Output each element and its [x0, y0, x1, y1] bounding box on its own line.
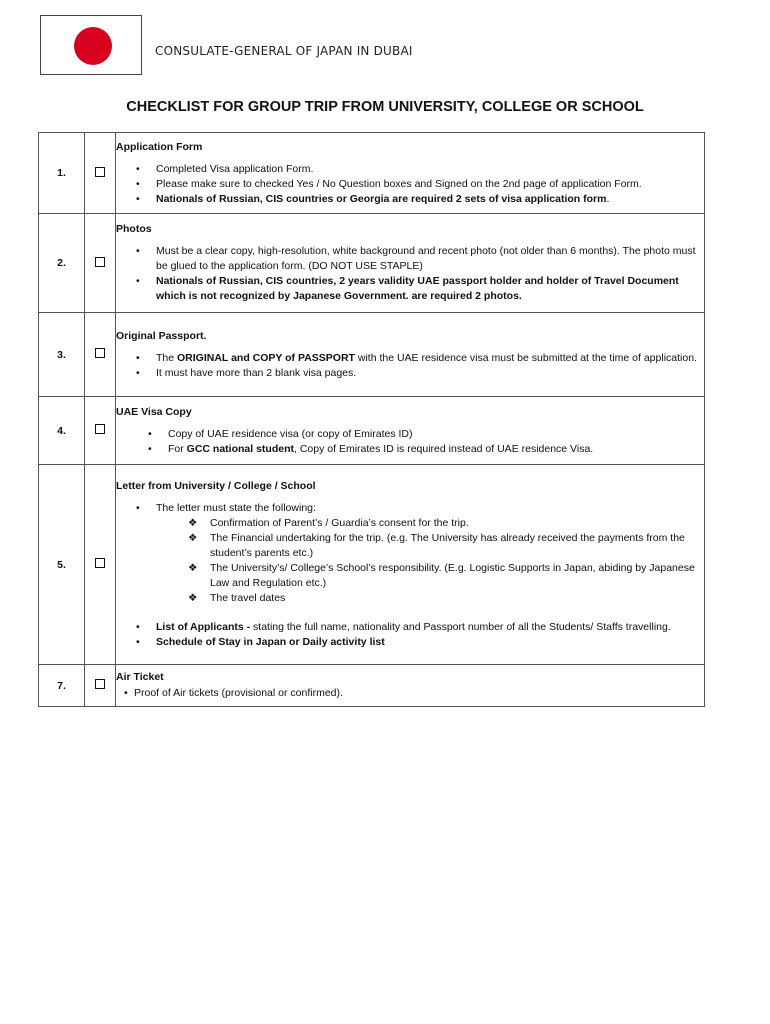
checkbox[interactable] [95, 558, 105, 568]
item-list [116, 244, 704, 304]
list-item: • For GCC national student, Copy of Emirates ID is required instead of UAE residence Visa. [148, 442, 594, 455]
list-item: • It must have more than 2 blank visa pages. [136, 366, 357, 379]
list-item: • List of Applicants - stating the full name, nationality and Passport number of all the Students/ Staffs travelling. [136, 621, 671, 633]
item-list [116, 162, 704, 207]
checkbox[interactable] [95, 424, 105, 434]
checkbox[interactable] [95, 257, 105, 267]
rising-sun-disc [74, 27, 112, 65]
checkbox[interactable] [95, 679, 105, 689]
row-number: 3. [39, 313, 85, 397]
list-item: • Please make sure to checked Yes / No Question boxes and Signed on the 2nd page of application Form. [136, 177, 642, 190]
section-heading: Application Form [116, 140, 203, 153]
sub-list-item: ❖ The University’s/ College’s School’s responsibility. (E.g. Logistic Supports in Japan, abiding by Japanese Law and Regulation etc.) [188, 562, 695, 589]
item-list [116, 620, 704, 650]
checklist-row-uae-visa [39, 397, 705, 465]
sub-list-item: ❖ Confirmation of Parent’s / Guardia’s consent for the trip. [188, 517, 469, 529]
item-list [116, 351, 704, 381]
japan-flag-logo [40, 15, 142, 75]
checkbox[interactable] [95, 348, 105, 358]
checklist-row-air-ticket [39, 665, 705, 707]
consulate-header: CONSULATE-GENERAL OF JAPAN IN DUBAI [155, 44, 413, 58]
row-number: 5. [39, 465, 85, 665]
row-number: 1. [39, 133, 85, 214]
row-number: 2. [39, 214, 85, 313]
item-list [116, 427, 704, 457]
checklist-row-application-form [39, 133, 705, 214]
list-item: • Proof of Air tickets (provisional or confirmed). [124, 687, 343, 699]
list-item: • Nationals of Russian, CIS countries, 2 years validity UAE passport holder and holder of Travel Document which is not recognized by Japanese Government. are required 2 photos. [136, 275, 679, 302]
sub-list-item: ❖ The travel dates [188, 592, 286, 604]
page-title: CHECKLIST FOR GROUP TRIP FROM UNIVERSITY, COLLEGE OR SCHOOL [126, 99, 644, 115]
checklist-row-passport [39, 313, 705, 397]
section-heading: Photos [116, 223, 152, 235]
item-list [116, 501, 704, 606]
row-number: 7. [39, 665, 85, 707]
list-item: • Completed Visa application Form. [136, 162, 314, 175]
row-number: 4. [39, 397, 85, 465]
checklist-row-letter [39, 465, 705, 665]
section-heading: Letter from University / College / School [116, 480, 316, 492]
sub-list-item: ❖ The Financial undertaking for the trip. (e.g. The University has already received the payments from the student’s parents etc.) [188, 532, 685, 559]
list-item: • The letter must state the following: ❖ Confirmation of Parent’s / Guardia’s consent for the trip. ❖ The Financial undertaking for the trip. (e.g. The University has already received the payments from the student’s parents etc.) ❖ The University’s/ College’s School’s responsibility. (E.g. Logistic Supports in Japan, abiding by Japanese Law and Regulation etc.) ❖ The travel dates [144, 501, 704, 606]
checklist-row-photos [39, 214, 705, 313]
checkbox[interactable] [95, 167, 105, 177]
list-item: • Copy of UAE residence visa (or copy of Emirates ID) [148, 427, 413, 440]
list-item: • The ORIGINAL and COPY of PASSPORT with the UAE residence visa must be submitted at the time of application. [136, 351, 697, 364]
section-heading: Air Ticket [116, 671, 164, 683]
list-item: • Must be a clear copy, high-resolution, white background and recent photo (not older than 6 months). The photo must be glued to the application form. (DO NOT USE STAPLE) [136, 245, 696, 272]
checklist-table [38, 132, 705, 707]
section-heading: Original Passport. [116, 329, 207, 342]
list-item: • Nationals of Russian, CIS countries or Georgia are required 2 sets of visa application form. [136, 192, 610, 205]
section-heading: UAE Visa Copy [116, 405, 192, 418]
sub-item-list [156, 516, 704, 606]
list-item: • Schedule of Stay in Japan or Daily activity list [136, 636, 385, 648]
item-list [116, 686, 704, 701]
